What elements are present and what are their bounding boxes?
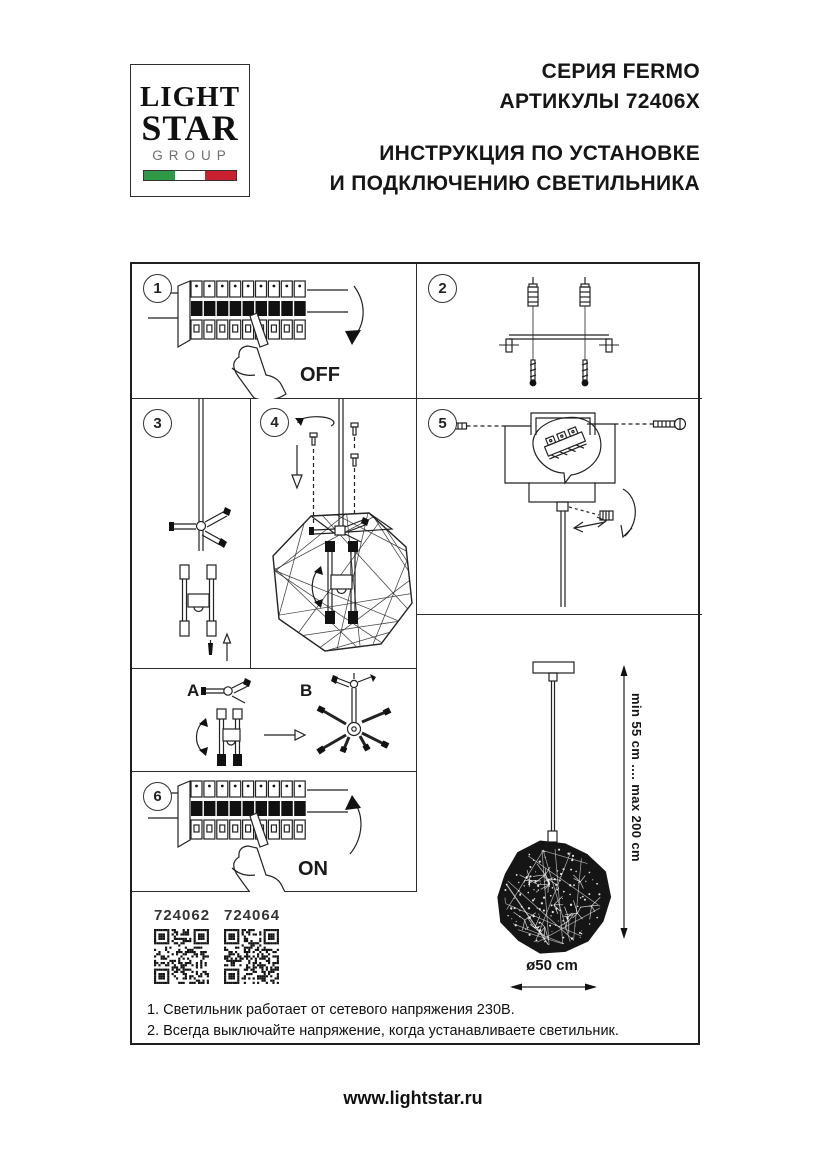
instruction-title-line1: ИНСТРУКЦИЯ ПО УСТАНОВКЕ — [379, 142, 700, 165]
step-2-badge: 2 — [428, 274, 457, 303]
off-label: OFF — [300, 364, 340, 386]
series-title: СЕРИЯ FERMO — [541, 60, 700, 83]
pendant-overview-panel — [417, 615, 702, 1047]
qr-code-left — [154, 929, 209, 984]
rod-spider-drawing — [132, 399, 251, 669]
step1-panel — [132, 264, 417, 399]
instruction-title-line2: И ПОДКЛЮЧЕНИЮ СВЕТИЛЬНИКА — [329, 172, 700, 195]
header-titles — [330, 57, 700, 199]
italian-flag-icon — [143, 170, 237, 181]
cage-assembly-drawing — [251, 399, 417, 669]
note-2: 2. Всегда выключайте напряжение, когда устанавливаете светильник. — [147, 1023, 619, 1039]
logo-word-star: STAR — [141, 108, 239, 148]
variants-panel — [132, 669, 417, 772]
article-number-right: 724064 — [224, 907, 281, 924]
website-url: www.lightstar.ru — [343, 1088, 483, 1108]
step-4-badge: 4 — [260, 408, 289, 437]
step3-panel — [132, 399, 251, 669]
height-range-dimension: min 55 cm .... max 200 cm — [629, 693, 644, 862]
breaker-off-drawing — [132, 264, 417, 399]
variant-a-label: A — [187, 681, 200, 700]
logo-word-light: LIGHT — [139, 81, 241, 113]
on-label: ON — [298, 858, 328, 880]
logo-word-group: GROUP — [152, 148, 232, 163]
step-1-badge: 1 — [143, 274, 172, 303]
step5-panel — [417, 399, 702, 615]
safety-notes — [147, 1000, 692, 1042]
step-5-badge: 5 — [428, 409, 457, 438]
breaker-on-drawing — [132, 772, 417, 892]
article-right-block — [224, 907, 294, 989]
article-left-block — [154, 907, 224, 989]
articles-title: АРТИКУЛЫ 72406X — [499, 90, 700, 113]
lightstar-logo — [130, 64, 250, 197]
arm-unfold-drawing — [132, 669, 417, 772]
variant-b-label: B — [300, 681, 313, 700]
diameter-dimension: ø50 cm — [526, 957, 578, 974]
step2-panel — [417, 264, 702, 399]
qr-code-right — [224, 929, 279, 984]
step-3-badge: 3 — [143, 409, 172, 438]
mounting-bracket-drawing — [417, 264, 702, 399]
instruction-grid — [130, 262, 700, 1045]
step4-panel — [251, 399, 417, 669]
article-number-left: 724062 — [154, 907, 211, 924]
pendant-lamp-drawing — [417, 615, 702, 1047]
step6-panel — [132, 772, 417, 892]
canopy-fixing-drawing — [417, 399, 702, 615]
step-6-badge: 6 — [143, 782, 172, 811]
note-1: 1. Светильник работает от сетевого напряжения 230В. — [147, 1002, 515, 1018]
